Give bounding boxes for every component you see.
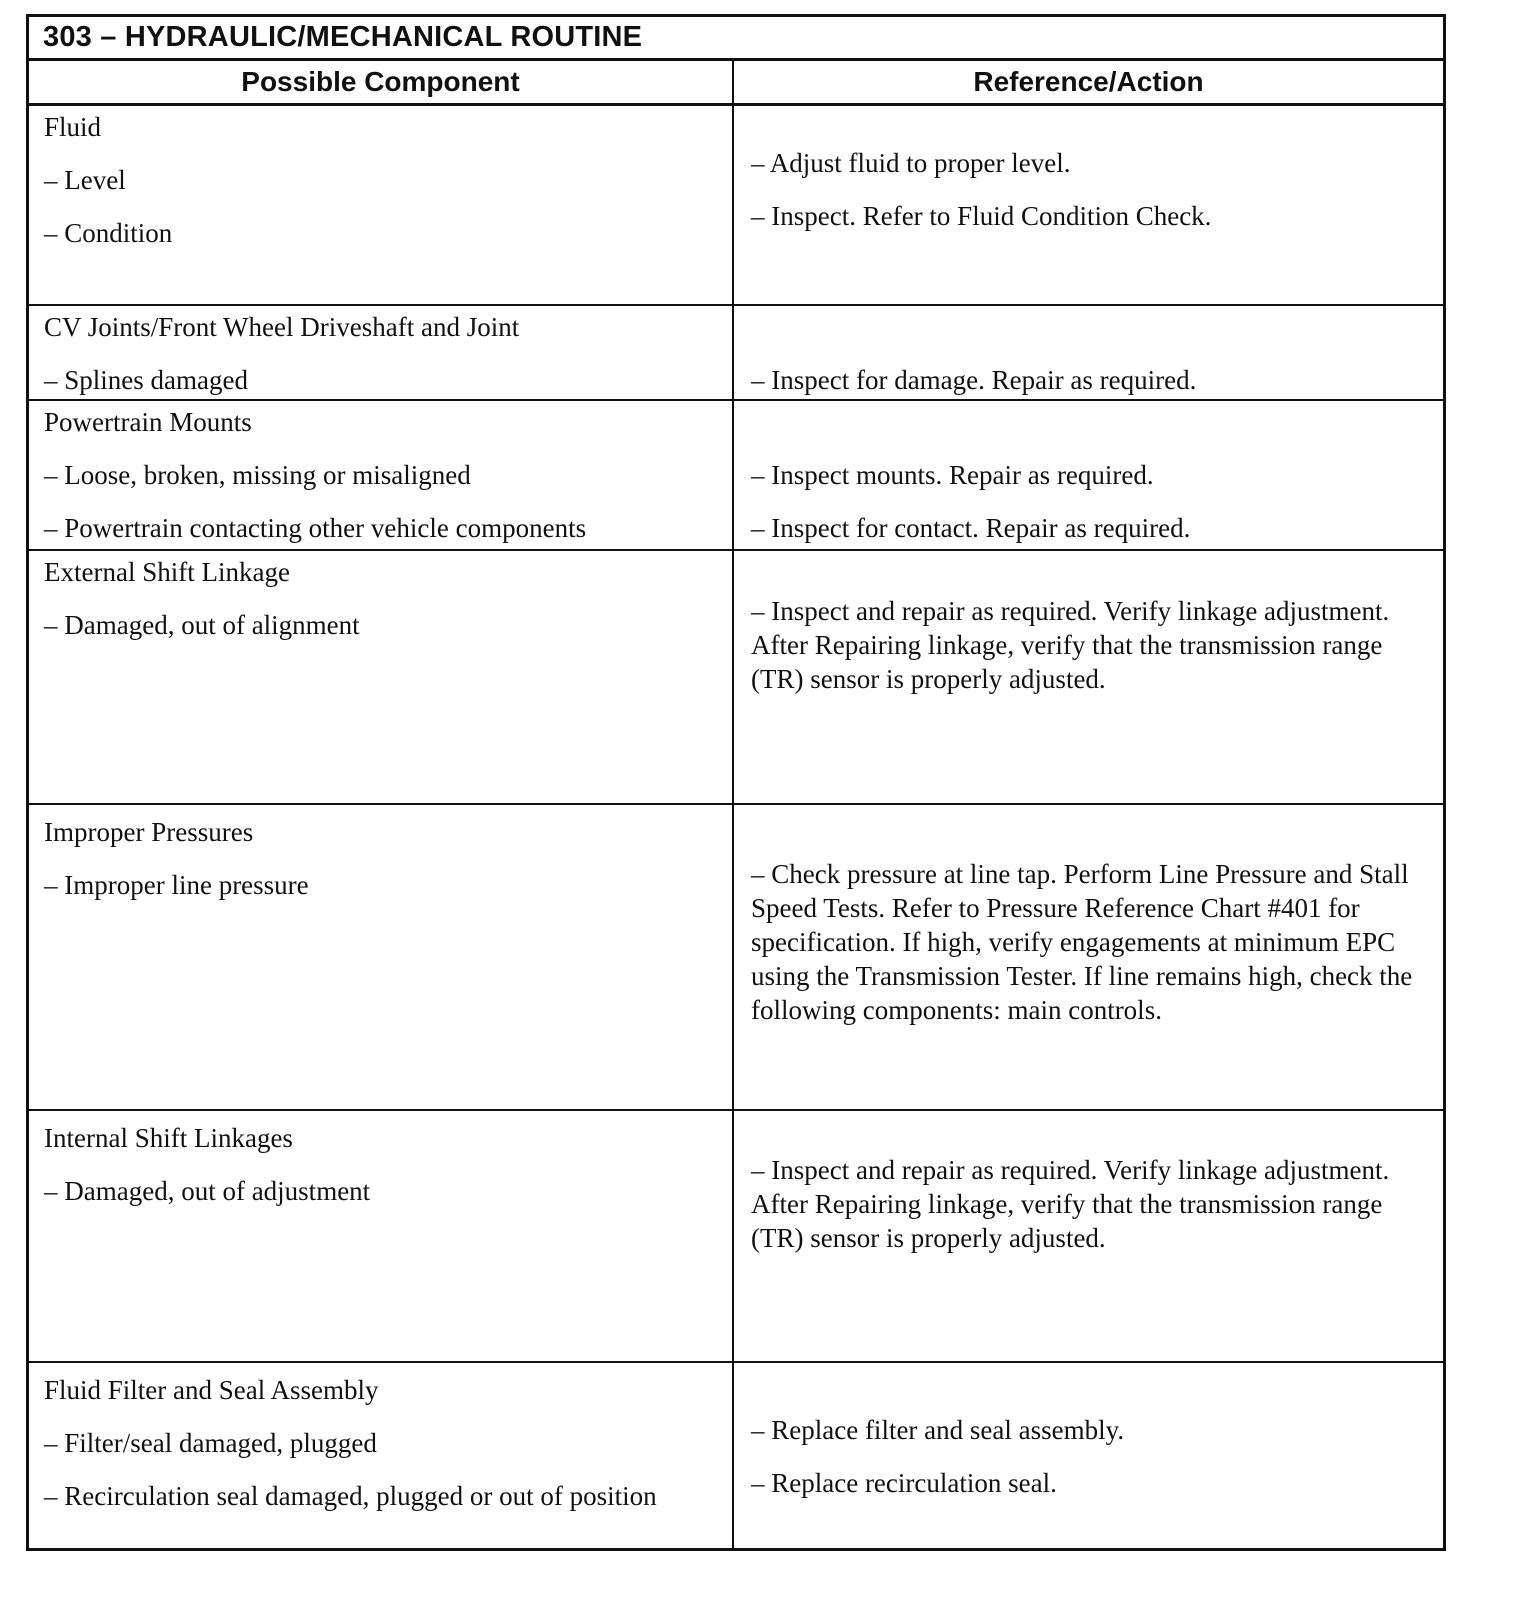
component-cell (29, 1111, 734, 1361)
action-cell (734, 401, 1443, 549)
column-header-component: Possible Component (29, 61, 734, 103)
column-headers (29, 61, 1443, 106)
table-title: 303 – HYDRAULIC/MECHANICAL ROUTINE (29, 17, 1443, 61)
table-row (29, 306, 1443, 401)
component-name: Powertrain Mounts (44, 407, 252, 437)
action-item: – Inspect for contact. Repair as required. (751, 513, 1191, 543)
component-name: Improper Pressures (44, 817, 254, 847)
action-cell (734, 1111, 1443, 1361)
condition-item: – Recirculation seal damaged, plugged or out of position (44, 1481, 657, 1511)
action-item: – Replace filter and seal assembly. (751, 1415, 1125, 1445)
action-item: – Replace recirculation seal. (751, 1468, 1057, 1498)
action-item: – Adjust fluid to proper level. (751, 148, 1071, 178)
condition-item: – Damaged, out of adjustment (44, 1176, 371, 1206)
component-name: Fluid Filter and Seal Assembly (44, 1375, 379, 1405)
component-cell (29, 306, 734, 399)
action-cell (734, 1363, 1443, 1548)
condition-item: – Powertrain contacting other vehicle components (44, 513, 587, 543)
table-row (29, 106, 1443, 306)
condition-item: – Improper line pressure (44, 870, 309, 900)
condition-item: – Condition (44, 218, 173, 248)
component-cell (29, 1363, 734, 1548)
component-cell (29, 106, 734, 304)
component-cell (29, 805, 734, 1109)
diagnostic-table (26, 14, 1446, 1551)
action-item: – Inspect and repair as required. Verify linkage adjustment. After Repairing linkage, verify that the transmission range (TR) sensor is properly adjusted. (751, 1155, 1390, 1253)
condition-item: – Loose, broken, missing or misaligned (44, 460, 471, 490)
action-item: – Inspect. Refer to Fluid Condition Check. (751, 201, 1212, 231)
action-cell (734, 551, 1443, 803)
action-item: – Check pressure at line tap. Perform Line Pressure and Stall Speed Tests. Refer to Pressure Reference Chart #401 for specification. If high, verify engagements at minimum EPC using the Transmission Tester. If line remains high, check the following components: main controls. (751, 859, 1413, 1025)
table-row (29, 551, 1443, 805)
table-row (29, 1111, 1443, 1363)
component-cell (29, 551, 734, 803)
action-cell (734, 306, 1443, 399)
component-cell (29, 401, 734, 549)
table-row (29, 805, 1443, 1111)
condition-item: – Splines damaged (44, 365, 248, 395)
action-item: – Inspect and repair as required. Verify linkage adjustment. After Repairing linkage, verify that the transmission range (TR) sensor is properly adjusted. (751, 596, 1390, 694)
action-item: – Inspect mounts. Repair as required. (751, 460, 1154, 490)
component-name: External Shift Linkage (44, 557, 290, 587)
action-cell (734, 805, 1443, 1109)
component-name: Fluid (44, 112, 102, 142)
column-header-action: Reference/Action (973, 66, 1204, 97)
condition-item: – Level (44, 165, 126, 195)
condition-item: – Damaged, out of alignment (44, 610, 360, 640)
action-item: – Inspect for damage. Repair as required. (751, 365, 1197, 395)
component-name: CV Joints/Front Wheel Driveshaft and Joint (44, 312, 520, 342)
condition-item: – Filter/seal damaged, plugged (44, 1428, 377, 1458)
table-row (29, 401, 1443, 551)
action-cell (734, 106, 1443, 304)
component-name: Internal Shift Linkages (44, 1123, 293, 1153)
table-row (29, 1363, 1443, 1548)
